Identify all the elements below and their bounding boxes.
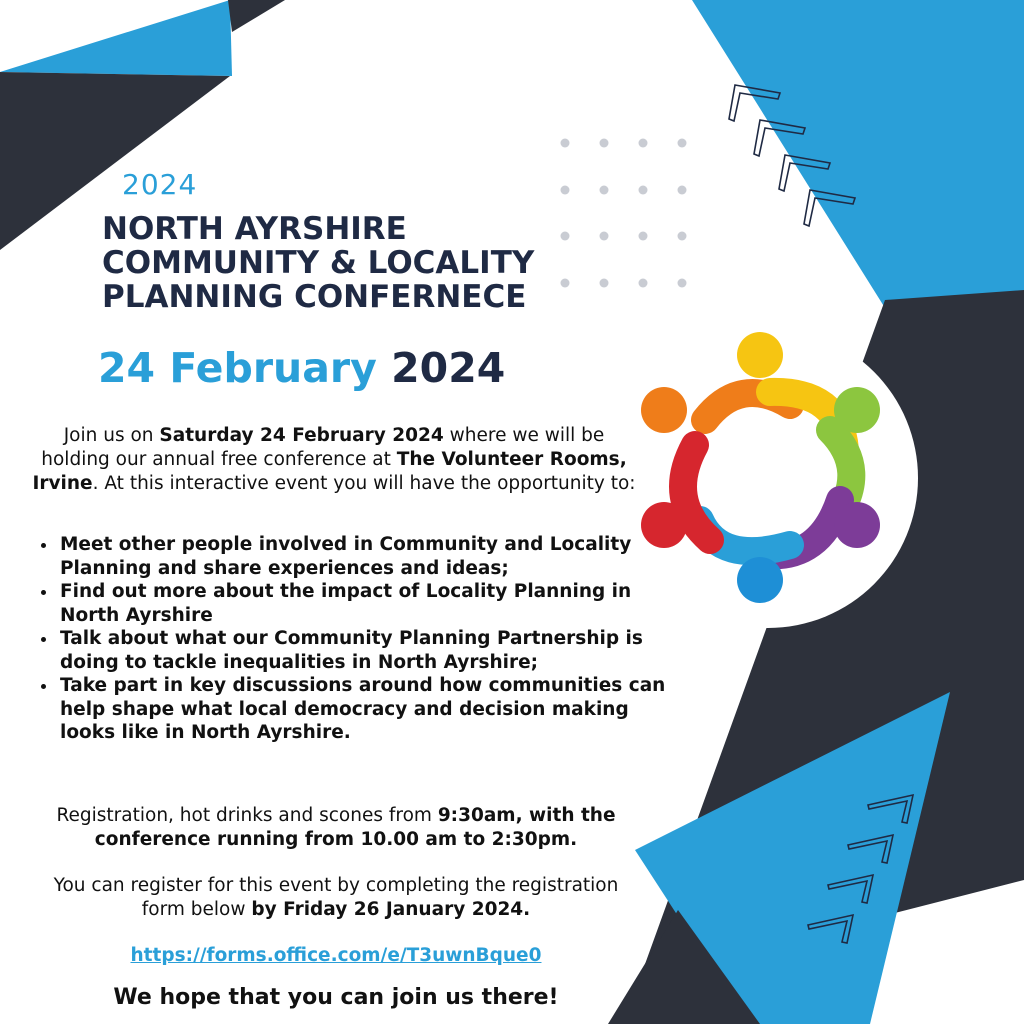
deadline-text: You can register for this event by completing the registration form below bbox=[53, 875, 619, 920]
registration-text: Registration, hot drinks and scones from bbox=[56, 805, 438, 826]
intro-date: Saturday 24 February 2024 bbox=[159, 425, 444, 446]
intro-paragraph bbox=[28, 424, 640, 496]
intro-text-1: Join us on bbox=[63, 425, 160, 446]
page-title: NORTH AYRSHIRE COMMUNITY & LOCALITY PLANNING CONFERNECE bbox=[102, 211, 535, 315]
registration-form-link[interactable]: https://forms.office.com/e/T3uwnBque0 bbox=[130, 945, 542, 966]
list-item: • Take part in key discussions around how communities can help shape what local democracy and decision making looks like in North Ayrshire. bbox=[58, 674, 673, 745]
deadline-date: by Friday 26 January 2024. bbox=[251, 899, 531, 920]
registration-info bbox=[30, 804, 642, 852]
bg-dark-strip-top bbox=[228, 0, 285, 32]
year-label: 2024 bbox=[122, 168, 198, 201]
event-date bbox=[98, 344, 505, 392]
list-item: • Talk about what our Community Planning Partnership is doing to tackle inequalities in North Ayrshire; bbox=[58, 627, 673, 674]
deadline-info bbox=[30, 874, 642, 922]
event-date-year: 2024 bbox=[391, 344, 506, 392]
closing-message: We hope that you can join us there! bbox=[113, 985, 559, 1010]
intro-text-2: where we will be holding our annual free conference at bbox=[41, 425, 605, 470]
intro-venue: The Volunteer Rooms, Irvine bbox=[32, 449, 627, 494]
registration-times: 9:30am, with the conference running from 10.00 am to 2:30pm. bbox=[94, 805, 616, 850]
opportunities-list bbox=[30, 533, 673, 745]
list-item: • Meet other people involved in Community and Locality Planning and share experiences and ideas; bbox=[58, 533, 673, 580]
list-item: • Find out more about the impact of Locality Planning in North Ayrshire bbox=[58, 580, 673, 627]
bg-blue-triangle-topleft bbox=[0, 0, 232, 76]
event-date-day-month: 24 February bbox=[98, 344, 377, 392]
intro-text-3: . At this interactive event you will have the opportunity to: bbox=[92, 473, 636, 494]
